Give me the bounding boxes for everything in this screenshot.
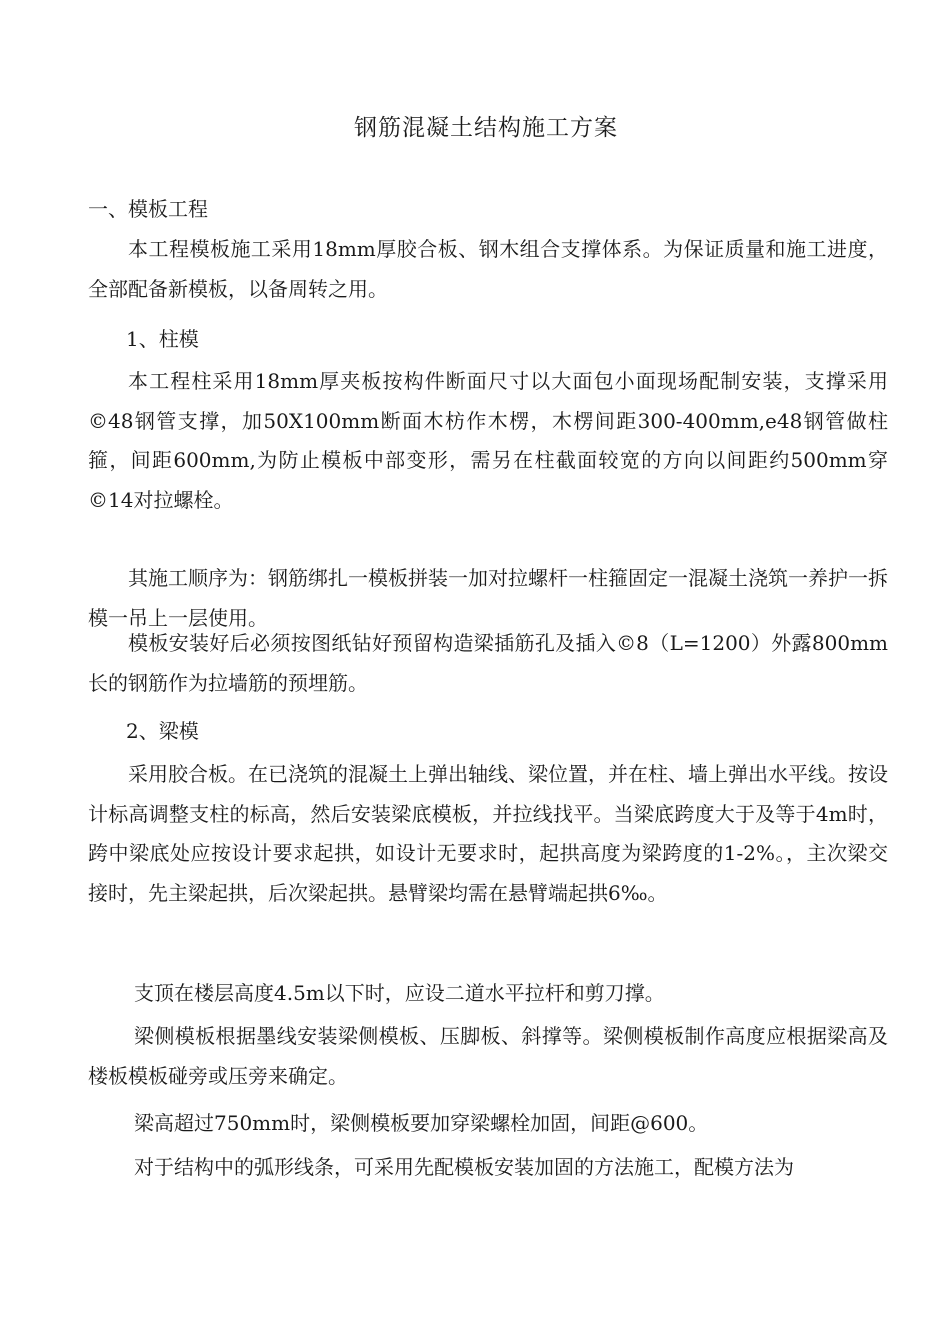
paragraph-column-method: 本工程柱采用18mm厚夹板按构件断面尺寸以大面包小面现场配制安装，支撑采用©48钢管支撑，加50X100mm断面木枋作木楞，木楞间距300-400mm,e48钢管做柱箍，间距600mm,为防止模板中部变形，需另在柱截面较宽的方向以间距约500mm穿©14对拉螺栓。 — [88, 369, 888, 512]
document-title: 钢筋混凝土结构施工方案 — [354, 115, 618, 141]
paragraph-column-embedded-bars: 模板安装好后必须按图纸钻好预留构造梁插筋孔及插入©8（L=1200）外露800mm长的钢筋作为拉墙筋的预埋筋。 — [88, 631, 888, 695]
paragraph-beam-curved-lines: 对于结构中的弧形线条，可采用先配模板安装加固的方法施工，配模方法为 — [134, 1155, 794, 1179]
subheading-beam-formwork: 2、梁模 — [126, 719, 199, 743]
paragraph-intro: 本工程模板施工采用18mm厚胶合板、钢木组合支撑体系。为保证质量和施工进度，全部配备新模板，以备周转之用。 — [88, 237, 888, 301]
paragraph-beam-bolts: 梁高超过750mm时，梁侧模板要加穿梁螺栓加固，间距@600。 — [134, 1111, 709, 1135]
paragraph-beam-bracing: 支顶在楼层高度4.5m以下时，应设二道水平拉杆和剪刀撑。 — [134, 981, 665, 1005]
paragraph-column-sequence: 其施工顺序为：钢筋绑扎一模板拼装一加对拉螺杆一柱箍固定一混凝土浇筑一养护一拆模一吊上一层使用。 — [88, 566, 888, 630]
paragraph-beam-setup: 采用胶合板。在已浇筑的混凝土上弹出轴线、梁位置，并在柱、墙上弹出水平线。按设计标高调整支柱的标高，然后安装梁底模板，并拉线找平。当梁底跨度大于及等于4m时，跨中梁底处应按设计要求起拱，如设计无要求时，起拱高度为梁跨度的1-2%。，主次梁交接时，先主梁起拱，后次梁起拱。悬臂梁均需在悬臂端起拱6‰。 — [88, 762, 888, 905]
section-heading-formwork: 一、模板工程 — [88, 197, 208, 221]
paragraph-beam-side-forms: 梁侧模板根据墨线安装梁侧模板、压脚板、斜撑等。梁侧模板制作高度应根据梁高及楼板模板碰旁或压旁来确定。 — [88, 1024, 888, 1088]
subheading-column-formwork: 1、柱模 — [126, 327, 199, 351]
